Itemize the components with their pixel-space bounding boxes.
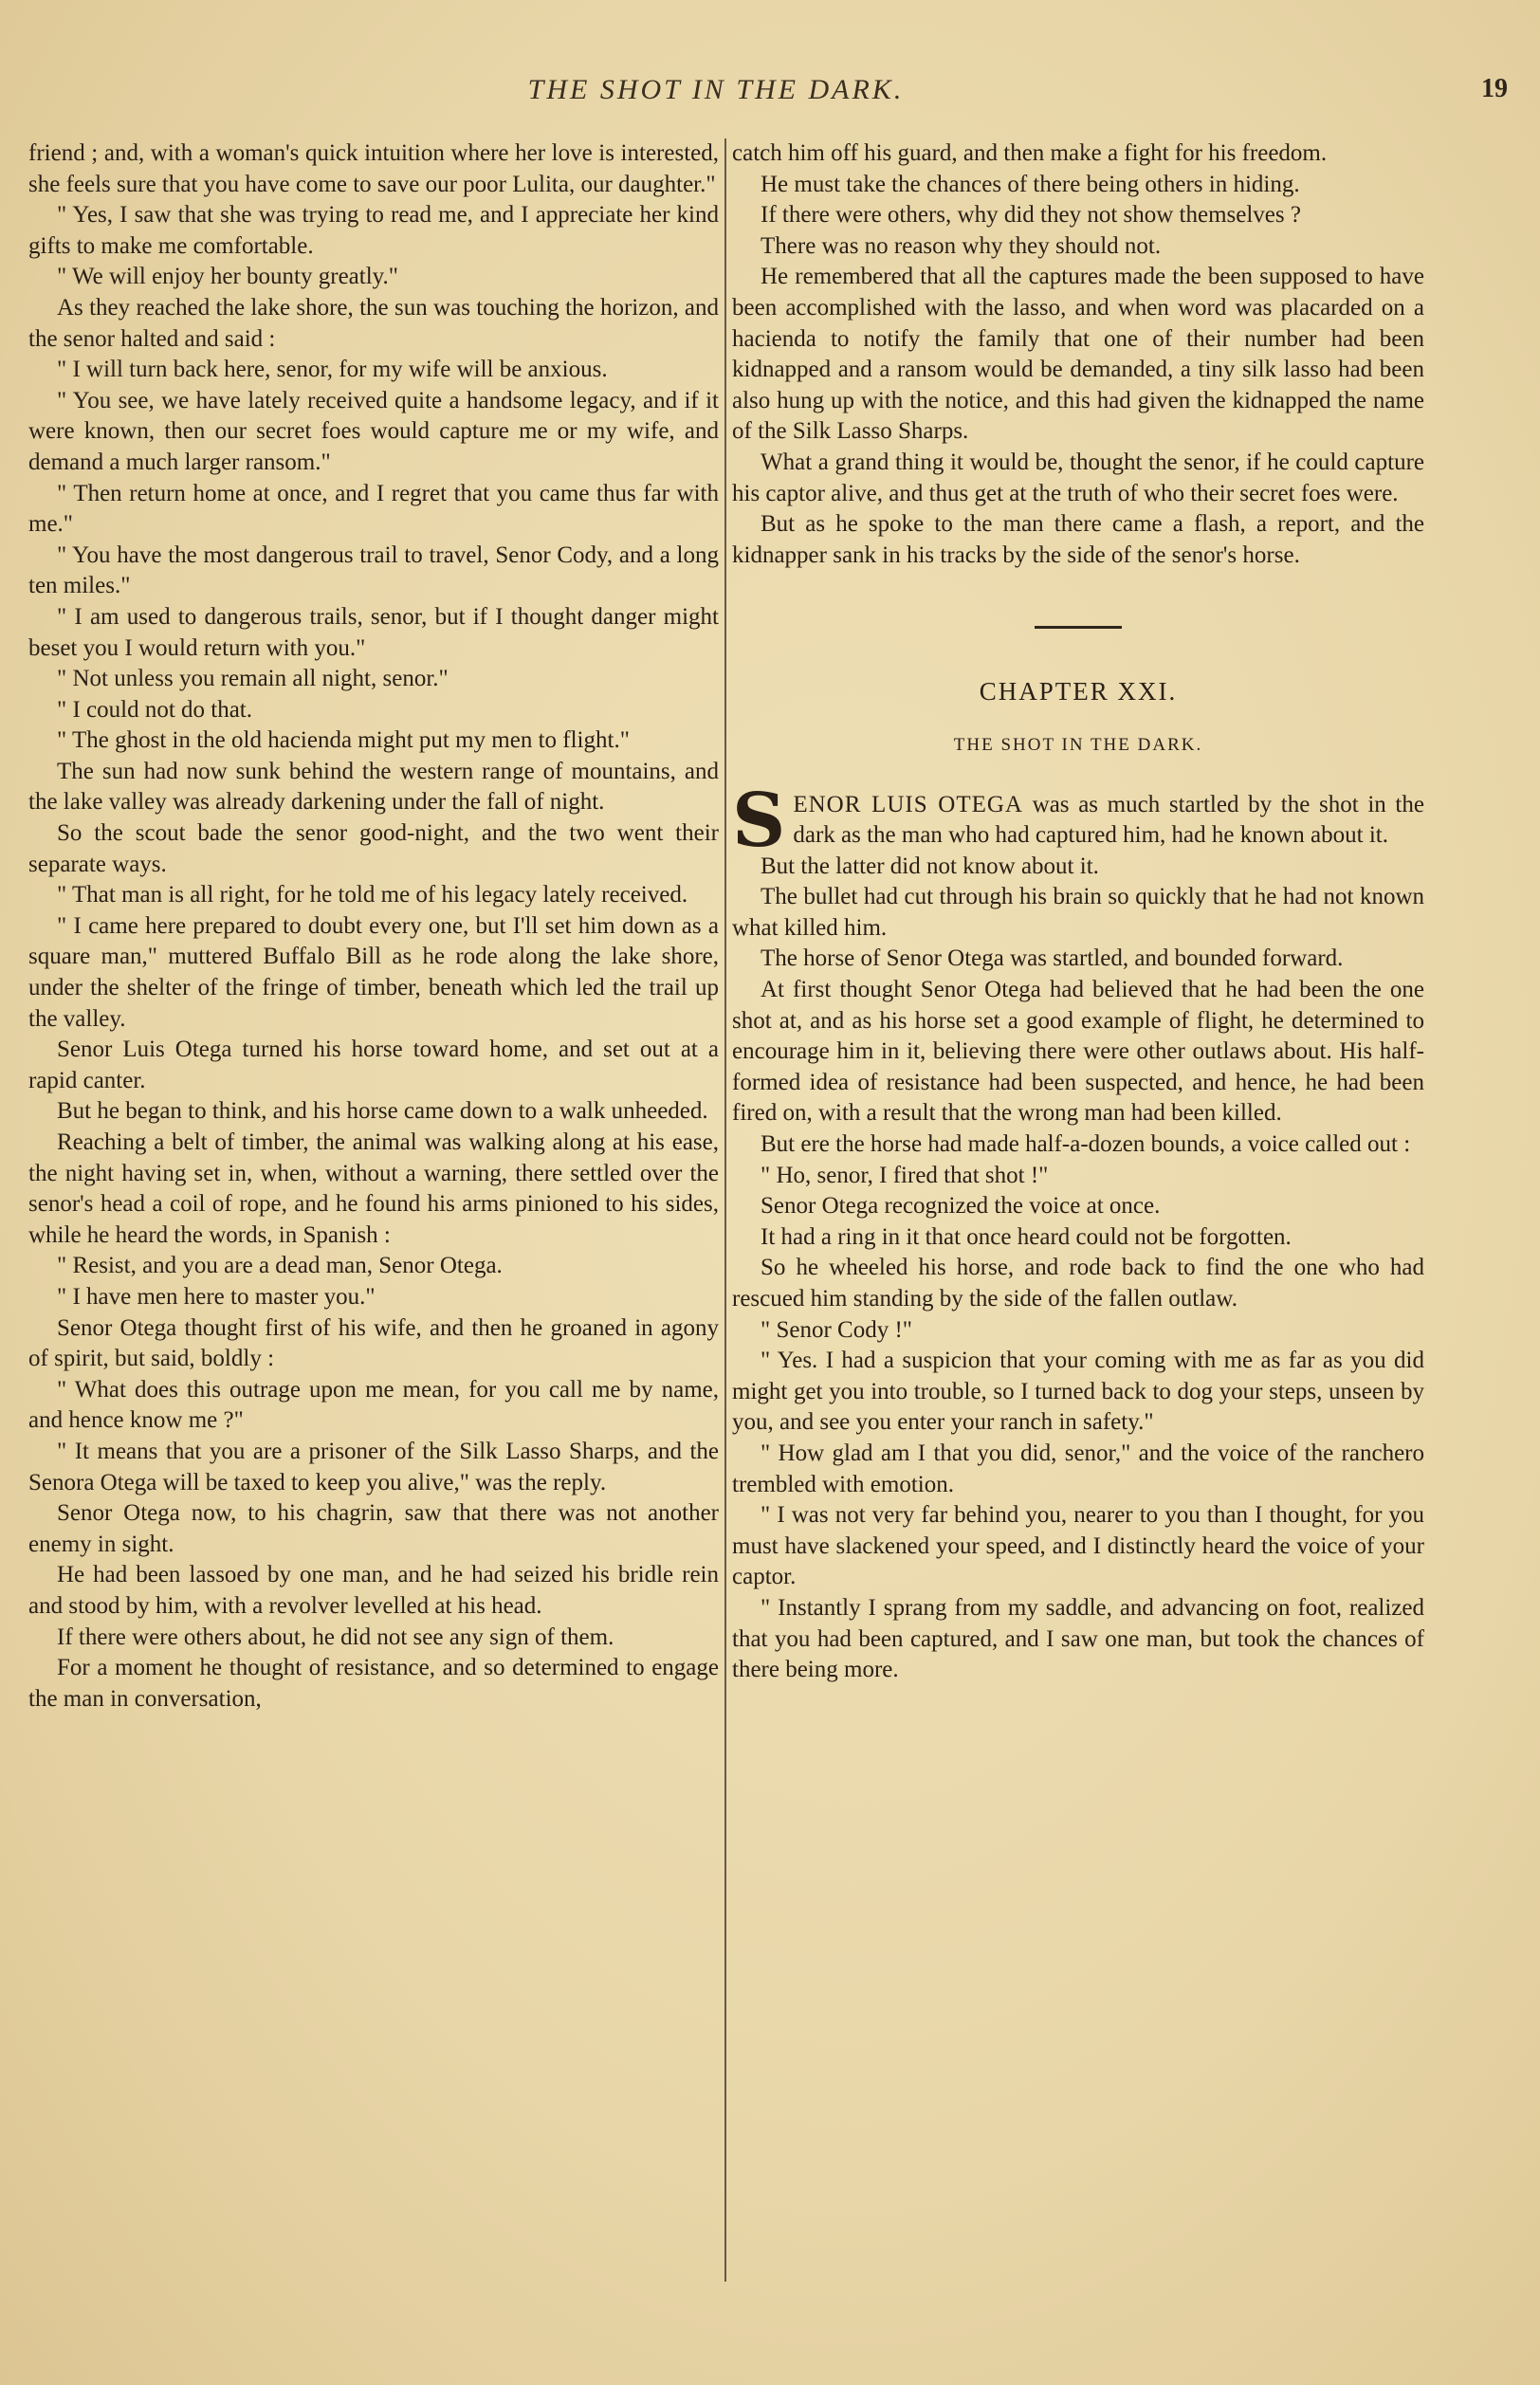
paragraph: " We will enjoy her bounty greatly." <box>57 264 398 290</box>
opening-rest: was as much startled by the shot in the dark as the man who had captured him, had he known about it. <box>793 791 1424 849</box>
paragraph: " I could not do that. <box>57 696 253 723</box>
paragraph: " The ghost in the old hacienda might put my men to flight." <box>57 727 630 754</box>
opening-words: ENOR LUIS OTEGA <box>793 791 1023 817</box>
paragraph: There was no reason why they should not. <box>761 232 1162 259</box>
paragraph: friend ; and, with a woman's quick intuition where her love is interested, she feels sure that you have come to save our poor Lulita, our daughter." <box>28 140 719 197</box>
paragraph: " Instantly I sprang from my saddle, and advancing on foot, realized that you had been captured, and I saw one man, but took the chances of there being more. <box>732 1594 1424 1683</box>
paragraph: " I came here prepared to doubt every one, but I'll set him down as a square man," muttered Buffalo Bill as he rode along the lake shore, under the shelter of the fringe of timber, beneath which led the trail up the valley. <box>28 912 719 1032</box>
paragraph: Senor Otega recognized the voice at once. <box>761 1193 1161 1220</box>
running-title: THE SHOT IN THE DARK. <box>527 74 905 105</box>
paragraph: " You have the most dangerous trail to travel, Senor Cody, and a long ten miles." <box>28 541 719 599</box>
paragraph: But he began to think, and his horse came down to a walk unheeded. <box>57 1098 708 1125</box>
paragraph: " That man is all right, for he told me of his legacy lately received. <box>57 882 688 908</box>
paragraph: " Not unless you remain all night, senor." <box>57 666 449 692</box>
paragraph: " What does this outrage upon me mean, for you call me by name, and hence know me ?" <box>28 1376 719 1434</box>
section-rule <box>1035 626 1122 629</box>
paragraph: " Senor Cody !" <box>761 1316 912 1343</box>
chapter-subtitle: THE SHOT IN THE DARK. <box>953 734 1203 755</box>
paragraph: He must take the chances of there being others in hiding. <box>761 171 1300 197</box>
paragraph: " You see, we have lately received quite a handsome legacy, and if it were known, then our secret foes would capture me or my wife, and demand a much larger ransom." <box>28 387 719 475</box>
paragraph: At first thought Senor Otega had believed that he had been the one shot at, and as his horse set a good example of flight, he determined to encourage him in it, believing there were other outlaws about. His half-formed idea of resistance had been suspected, and hence, he had been fired on, with a result that the wrong man had been killed. <box>732 977 1424 1127</box>
paragraph: Senor Luis Otega turned his horse toward home, and set out at a rapid canter. <box>28 1037 719 1093</box>
paragraph: The bullet had cut through his brain so quickly that he had not known what killed him. <box>732 884 1424 941</box>
left-column <box>28 138 719 1715</box>
paragraph: As they reached the lake shore, the sun was touching the horizon, and the senor halted and said : <box>28 294 719 352</box>
paragraph: If there were others about, he did not see any sign of them. <box>57 1624 614 1650</box>
paragraph: But the latter did not know about it. <box>761 853 1099 879</box>
page-number: 19 <box>1481 74 1508 103</box>
paragraph: Senor Otega now, to his chagrin, saw that there was not another enemy in sight. <box>28 1500 719 1557</box>
paragraph: Reaching a belt of timber, the animal was walking along at his ease, the night having set in, when, without a warning, there settled over the senor's head a coil of rope, and he found his arms pinioned to his sides, while he heard the words, in Spanish : <box>28 1129 719 1248</box>
paragraph: For a moment he thought of resistance, and so determined to engage the man in conversation, <box>28 1655 719 1712</box>
paragraph: " I was not very far behind you, nearer to you than I thought, for you must have slackened your speed, and I distinctly heard the voice of your captor. <box>732 1502 1424 1590</box>
right-column <box>732 138 1424 1686</box>
paragraph: It had a ring in it that once heard could not be forgotten. <box>761 1223 1292 1250</box>
chapter-opening-paragraph <box>732 777 1424 864</box>
paragraph: " Ho, senor, I fired that shot !" <box>761 1162 1049 1188</box>
paragraph: " I am used to dangerous trails, senor, but if I thought danger might beset you I would return with you." <box>28 603 719 661</box>
paragraph: So he wheeled his horse, and rode back to find the one who had rescued him standing by the side of the fallen outlaw. <box>732 1255 1424 1312</box>
paragraph: " Yes, I saw that she was trying to read me, and I appreciate her kind gifts to make me comfortable. <box>28 202 719 259</box>
paragraph: But ere the horse had made half-a-dozen bounds, a voice called out : <box>761 1131 1411 1158</box>
paragraph: The sun had now sunk behind the western range of mountains, and the lake valley was already darkening under the fall of night. <box>28 758 719 816</box>
paragraph: But as he spoke to the man there came a flash, a report, and the kidnapper sank in his tracks by the side of the senor's horse. <box>732 511 1424 568</box>
chapter-title: CHAPTER XXI. <box>979 677 1178 706</box>
paragraph: " Yes. I had a suspicion that your coming with me as far as you did might get you into trouble, so I turned back to dog your steps, unseen by you, and see you enter your ranch in safety." <box>732 1348 1424 1436</box>
paragraph: " I will turn back here, senor, for my wife will be anxious. <box>57 357 608 383</box>
paragraph: " It means that you are a prisoner of the Silk Lasso Sharps, and the Senora Otega will be taxed to keep you alive," was the reply. <box>28 1438 719 1495</box>
paragraph: " Resist, and you are a dead man, Senor Otega. <box>57 1253 503 1279</box>
paragraph: So the scout bade the senor good-night, and the two went their separate ways. <box>28 820 719 877</box>
paragraph: He remembered that all the captures made the been supposed to have been accomplished with the lasso, and when word was placarded on a hacienda to notify the family that one of their number had been kidnapped and a ransom would be demanded, a tiny silk lasso had been also hung up with the notice, and this had given the kidnapped the name of the Silk Lasso Sharps. <box>732 264 1424 445</box>
paragraph: " Then return home at once, and I regret that you came thus far with me." <box>28 480 719 538</box>
paragraph: The horse of Senor Otega was startled, and bounded forward. <box>761 945 1344 972</box>
paragraph: catch him off his guard, and then make a fight for his freedom. <box>732 140 1328 166</box>
paragraph: If there were others, why did they not show themselves ? <box>761 202 1301 229</box>
paragraph: " How glad am I that you did, senor," and the voice of the ranchero trembled with emotion. <box>732 1440 1424 1497</box>
running-head <box>28 68 1508 116</box>
column-divider <box>724 138 726 2282</box>
drop-cap: S <box>732 777 786 864</box>
paragraph: " I have men here to master you." <box>57 1283 376 1310</box>
paragraph: Senor Otega thought first of his wife, and then he groaned in agony of spirit, but said, boldly : <box>28 1314 719 1372</box>
paragraph: What a grand thing it would be, thought the senor, if he could capture his captor alive, and thus get at the truth of who their secret foes were. <box>732 449 1424 506</box>
paragraph: He had been lassoed by one man, and he had seized his bridle rein and stood by him, with a revolver levelled at his head. <box>28 1562 719 1619</box>
